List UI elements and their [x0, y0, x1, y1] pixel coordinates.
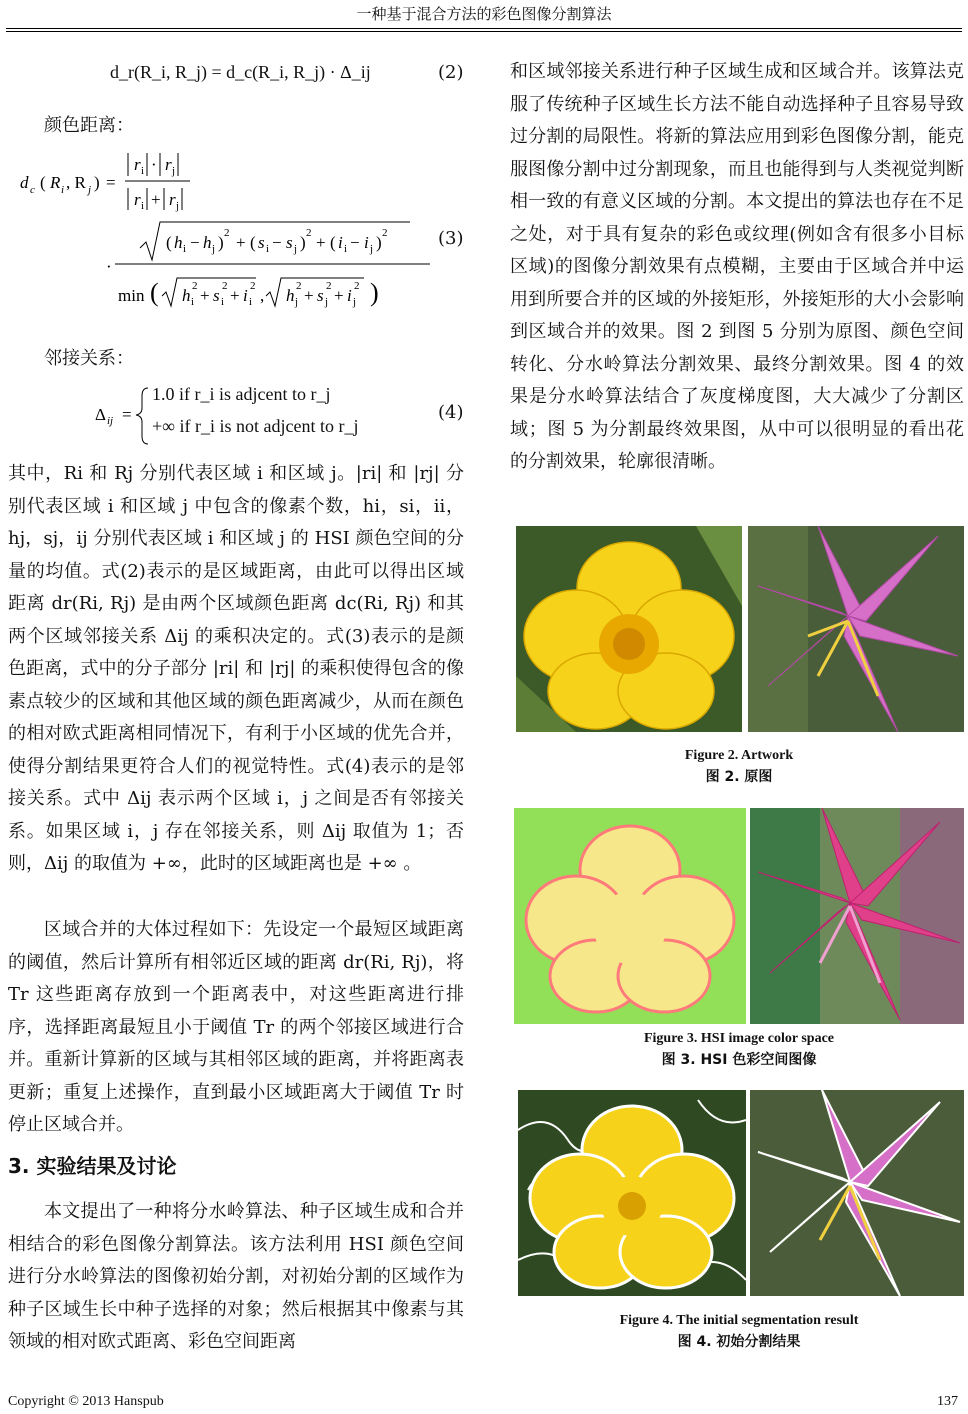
- svg-text:i: i: [266, 243, 270, 255]
- svg-text:h: h: [286, 286, 295, 305]
- svg-text:j: j: [325, 296, 329, 308]
- svg-text:+: +: [151, 190, 161, 209]
- svg-text:, R: , R: [66, 173, 86, 192]
- svg-text:·: ·: [151, 155, 157, 174]
- svg-text:s: s: [286, 233, 293, 252]
- svg-text:s: s: [317, 286, 324, 305]
- svg-text:+: +: [334, 286, 344, 305]
- section-heading: 3. 实验结果及讨论: [8, 1154, 177, 1178]
- svg-text:r: r: [134, 155, 141, 174]
- svg-text:=: =: [122, 405, 132, 424]
- svg-text:2: 2: [222, 280, 228, 292]
- svg-text:+: +: [200, 286, 210, 305]
- svg-text:2: 2: [250, 280, 256, 292]
- svg-text:j: j: [176, 200, 180, 212]
- svg-text:j: j: [295, 296, 299, 308]
- figure-4-caption-en: Figure 4. The initial segmentation result: [619, 1313, 859, 1328]
- header-rule-2: [6, 31, 962, 32]
- svg-text:r: r: [169, 190, 176, 209]
- svg-text:−: −: [190, 233, 200, 252]
- svg-text:2: 2: [192, 280, 198, 292]
- adjacency-label: 邻接关系：: [44, 348, 134, 369]
- equation-3: [10, 148, 440, 318]
- svg-text:i: i: [183, 243, 187, 255]
- svg-text:j: j: [212, 243, 216, 255]
- equation-3-number: (3): [438, 228, 464, 249]
- svg-text:i: i: [221, 296, 225, 308]
- figure-3-hsi-pink-flower: [750, 808, 964, 1024]
- svg-text:(: (: [150, 278, 159, 307]
- svg-text:2: 2: [306, 227, 312, 239]
- equation-4-case-1: 1.0 if r_i is adjcent to r_j: [152, 384, 331, 404]
- svg-text:·: ·: [106, 257, 112, 276]
- footer-copyright: Copyright © 2013 Hanspub: [8, 1394, 164, 1409]
- svg-text:i: i: [249, 296, 253, 308]
- svg-text:i: i: [243, 286, 248, 305]
- svg-text:Δ: Δ: [95, 405, 106, 424]
- figure-3-caption-cn: 图 3. HSI 色彩空间图像: [661, 1052, 817, 1068]
- paragraph-region-merging: 区域合并的大体过程如下：先设定一个最短区域距离的阈值，然后计算所有相邻近区域的距离 dr(Ri, Rj)，将 Tr 这些距离存放到一个距离表中，对这些距离进行排序，选择距离最短且小于阈值 Tr 的两个邻接区域进行合并。重新计算新的区域与其相邻区域的距离，并将距离表更新；重复上述操作，直到最小区域距离大于阈值 Tr 时停止区域合并。: [8, 919, 464, 1135]
- figure-3-caption-en: Figure 3. HSI image color space: [643, 1031, 835, 1046]
- svg-text:s: s: [213, 286, 220, 305]
- equation-4-number: (4): [438, 402, 464, 423]
- svg-text:(: (: [166, 233, 172, 252]
- svg-text:+: +: [304, 286, 314, 305]
- svg-text:h: h: [174, 233, 183, 252]
- figure-2-caption-cn: 图 2. 原图: [705, 769, 773, 785]
- figure-2-pink-flower: [748, 526, 964, 732]
- svg-text:2: 2: [296, 280, 302, 292]
- figure-4-seg-pink-flower: [750, 1090, 964, 1296]
- svg-text:i: i: [61, 184, 65, 196]
- svg-text:j: j: [88, 184, 92, 196]
- svg-text:−: −: [350, 233, 360, 252]
- paragraph-discussion: 和区域邻接关系进行种子区域生成和区域合并。该算法克服了传统种子区域生长方法不能自动选择种子且容易导致过分割的局限性。将新的算法应用到彩色图像分割，能克服图像分割中过分割现象，而且也能得到与人类视觉判断相一致的有意义区域的分割。本文提出的算法也存在不足之处，对于具有复杂的彩色或纹理(例如含有很多小目标区域)的图像分割效果有点模糊，主要由于区域合并中运用到所要合并的区域的外接矩形，外接矩形的大小会影响到区域合并的效果。图 2 到图 5 分别为原图、颜色空间转化、分水岭算法分割效果、最终分割效果。图 4 的效果是分水岭算法结合了灰度梯度图，大大减少了分割区域；图 5 为分割最终效果图，从中可以很明显的看出花的分割效果，轮廓很清晰。: [510, 61, 964, 472]
- svg-text:(: (: [250, 233, 256, 252]
- paragraph-variable-definitions: 其中，Ri 和 Rj 分别代表区域 i 和区域 j。|ri| 和 |rj| 分别代表区域 i 和区域 j 中包含的像素个数，hi，si，ii，hj，sj，ij 分别代表区域 i 和区域 j 的 HSI 颜色空间的分量的均值。式(2)表示的是区域距离，由此可以得出区域距离 dr(Ri, Rj) 是由两个区域颜色距离 dc(Ri, Rj) 和其两个区域邻接关系 Δij 的乘积决定的。式(3)表示的是颜色距离，式中的分子部分 |ri| 和 |rj| 的乘积使得包含的像素点较少的区域和其他区域的颜色距离减少，从而在颜色的相对欧式距离相同情况下，有利于小区域的优先合并，使得分割结果更符合人们的视觉特性。式(4)表示的是邻接关系。式中 Δij 表示两个区域 i，j 之间是否有邻接关系。如果区域 i，j 存在邻接关系，则 Δij 取值为 1；否则，Δij 的取值为 +∞，此时的区域距离也是 +∞ 。: [8, 463, 464, 874]
- svg-text:,: ,: [260, 286, 265, 305]
- svg-text:ij: ij: [107, 415, 114, 427]
- svg-text:s: s: [258, 233, 265, 252]
- color-distance-label: 颜色距离：: [44, 115, 134, 136]
- figure-2-yellow-flower: [516, 526, 742, 732]
- svg-text:=: =: [106, 173, 116, 192]
- svg-text:h: h: [203, 233, 212, 252]
- header-rule: [6, 28, 962, 29]
- svg-text:): ): [376, 233, 382, 252]
- figure-4-seg-yellow-flower: [518, 1090, 746, 1296]
- equation-2-number: (2): [438, 62, 464, 83]
- svg-text:h: h: [182, 286, 191, 305]
- svg-text:r: r: [134, 190, 141, 209]
- svg-text:j: j: [353, 296, 357, 308]
- svg-text:i: i: [347, 286, 352, 305]
- svg-text:i: i: [338, 233, 343, 252]
- equation-4-case-2: +∞ if r_i is not adjcent to r_j: [152, 416, 359, 436]
- svg-text:): ): [94, 173, 100, 192]
- figure-4-caption-cn: 图 4. 初始分割结果: [677, 1334, 801, 1350]
- svg-text:i: i: [364, 233, 369, 252]
- svg-text:j: j: [370, 243, 374, 255]
- svg-text:2: 2: [326, 280, 332, 292]
- running-header: 一种基于混合方法的彩色图像分割算法: [356, 5, 612, 23]
- svg-text:i: i: [191, 296, 195, 308]
- svg-text:c: c: [30, 184, 35, 196]
- paragraph-method-summary: 本文提出了一种将分水岭算法、种子区域生成和合并相结合的彩色图像分割算法。该方法利用 HSI 颜色空间进行分水岭算法的图像初始分割，对初始分割的区域作为种子区域生长中种子选择的对象；然后根据其中像素与其领域的相对欧式距离、彩色空间距离: [8, 1201, 464, 1352]
- svg-text:2: 2: [382, 227, 388, 239]
- svg-text:−: −: [272, 233, 282, 252]
- svg-text:d: d: [20, 173, 29, 192]
- svg-text:j: j: [172, 165, 176, 177]
- svg-text:+: +: [230, 286, 240, 305]
- svg-text:i: i: [344, 243, 348, 255]
- svg-text:): ): [218, 233, 224, 252]
- svg-text:2: 2: [224, 227, 230, 239]
- svg-text:(: (: [40, 173, 46, 192]
- figure-3-hsi-yellow-flower: [514, 808, 746, 1024]
- svg-text:j: j: [294, 243, 298, 255]
- svg-text:): ): [300, 233, 306, 252]
- svg-text:+: +: [316, 233, 326, 252]
- equation-2: d_r(R_i, R_j) = d_c(R_i, R_j) · Δ_ij: [110, 62, 371, 82]
- svg-text:i: i: [141, 200, 145, 212]
- svg-text:): ): [370, 278, 379, 307]
- svg-text:+: +: [236, 233, 246, 252]
- figure-2-caption-en: Figure 2. Artwork: [684, 748, 794, 763]
- svg-text:2: 2: [354, 280, 360, 292]
- svg-text:(: (: [330, 233, 336, 252]
- svg-text:min: min: [118, 286, 145, 305]
- svg-text:R: R: [50, 173, 61, 192]
- footer-page-number: 137: [937, 1394, 958, 1409]
- svg-text:i: i: [141, 165, 145, 177]
- svg-text:r: r: [165, 155, 172, 174]
